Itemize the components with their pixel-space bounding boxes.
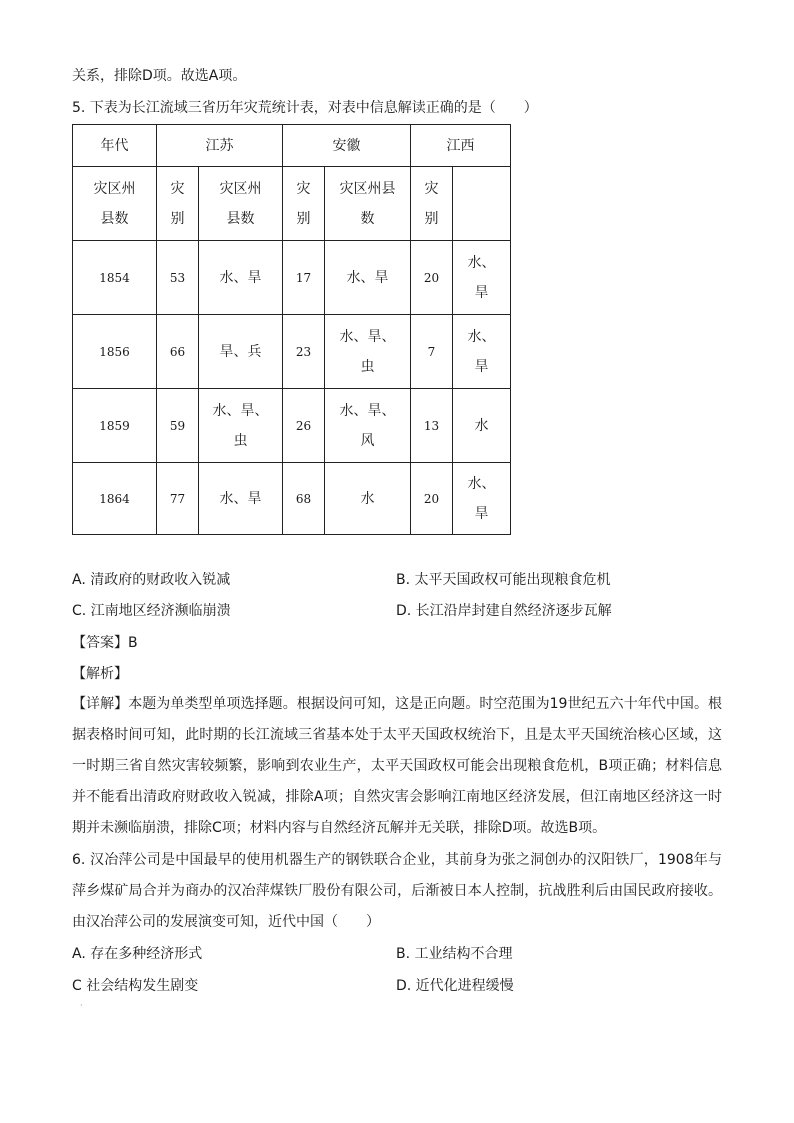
cell-anhui-count: 17 [283, 241, 325, 315]
question-5-stem: 5. 下表为长江流域三省历年灾荒统计表，对表中信息解读正确的是（ ） [72, 100, 538, 116]
q6-option-c: C 社会结构发生剧变 [72, 978, 199, 994]
cell-jiangsu-count: 77 [157, 463, 199, 535]
table-header-row [73, 125, 511, 167]
disaster-table [72, 124, 511, 535]
cell-year: 1859 [73, 389, 157, 463]
subheader-count: 灾区州县数 [73, 167, 157, 241]
cell-anhui-type: 水 [325, 463, 411, 535]
cell-jiangxi-type: 水 [453, 389, 511, 463]
subheader-count: 灾区州县数 [199, 167, 283, 241]
table-row [73, 315, 511, 389]
cell-jiangsu-type: 旱、兵 [199, 315, 283, 389]
cell-year: 1856 [73, 315, 157, 389]
q6-option-d: D. 近代化进程缓慢 [396, 978, 514, 994]
subheader-type: 灾别 [411, 167, 453, 241]
subheader-type: 灾别 [283, 167, 325, 241]
cell-anhui-count: 23 [283, 315, 325, 389]
q5-detail-paragraph: 【详解】本题为单类型单项选择题。根据设问可知，这是正向题。时空范围为19世纪五六十年代中国。根据表格时间可知，此时期的长江流域三省基本处于太平天国政权统治下，且是太平天国统治核心区域，这一时期三省自然灾害较频繁，影响到农业生产，太平天国政权可能会出现粮食危机，B项正确；材料信息并不能看出清政府财政收入锐减，排除A项；自然灾害会影响江南地区经济发展，但江南地区经济这一时期并未濒临崩溃，排除C项；材料内容与自然经济瓦解并无关联，排除D项。故选B项。 [72, 696, 722, 836]
cell-year: 1854 [73, 241, 157, 315]
cell-jiangxi-type: 水、旱 [453, 463, 511, 535]
q5-option-a: A. 清政府的财政收入锐减 [72, 572, 231, 588]
stray-dot: · [80, 1001, 83, 1010]
header-jiangxi: 江西 [411, 125, 511, 167]
cell-anhui-count: 26 [283, 389, 325, 463]
cell-anhui-type: 水、旱 [325, 241, 411, 315]
cell-jiangxi-type: 水、旱 [453, 315, 511, 389]
header-anhui: 安徽 [283, 125, 411, 167]
cell-anhui-type: 水、旱、风 [325, 389, 411, 463]
q5-option-b: B. 太平天国政权可能出现粮食危机 [396, 572, 611, 588]
cell-jiangxi-count: 7 [411, 315, 453, 389]
cell-anhui-count: 68 [283, 463, 325, 535]
cell-jiangsu-type: 水、旱 [199, 241, 283, 315]
cell-jiangsu-count: 66 [157, 315, 199, 389]
subheader-type: 灾别 [157, 167, 199, 241]
cell-year: 1864 [73, 463, 157, 535]
header-year: 年代 [73, 125, 157, 167]
cell-jiangsu-type: 水、旱、虫 [199, 389, 283, 463]
q6-option-b: B. 工业结构不合理 [396, 946, 513, 962]
subheader-empty [453, 167, 511, 241]
q5-option-d: D. 长江沿岸封建自然经济逐步瓦解 [396, 603, 612, 619]
question-6-stem: 6. 汉冶萍公司是中国最早的使用机器生产的钢铁联合企业，其前身为张之洞创办的汉阳铁厂，1908年与萍乡煤矿局合并为商办的汉冶萍煤铁厂股份有限公司，后渐被日本人控制，抗战胜利后由国民政府接收。由汉冶萍公司的发展演变可知，近代中国（ ） [72, 852, 722, 930]
cell-jiangxi-type: 水、旱 [453, 241, 511, 315]
cell-jiangxi-count: 20 [411, 241, 453, 315]
cell-jiangxi-count: 20 [411, 463, 453, 535]
table-row [73, 241, 511, 315]
q6-option-a: A. 存在多种经济形式 [72, 946, 203, 962]
table-subheader-row [73, 167, 511, 241]
cell-jiangxi-count: 13 [411, 389, 453, 463]
q5-analysis-label: 【解析】 [72, 666, 128, 682]
cell-jiangsu-count: 59 [157, 389, 199, 463]
header-jiangsu: 江苏 [157, 125, 283, 167]
q5-option-c: C. 江南地区经济濒临崩溃 [72, 603, 231, 619]
cell-anhui-type: 水、旱、虫 [325, 315, 411, 389]
subheader-count: 灾区州县数 [325, 167, 411, 241]
cell-jiangsu-type: 水、旱 [199, 463, 283, 535]
q5-answer: 【答案】B [72, 635, 138, 651]
intro-line: 关系，排除D项。故选A项。 [72, 68, 247, 84]
table-row [73, 389, 511, 463]
table-row [73, 463, 511, 535]
cell-jiangsu-count: 53 [157, 241, 199, 315]
